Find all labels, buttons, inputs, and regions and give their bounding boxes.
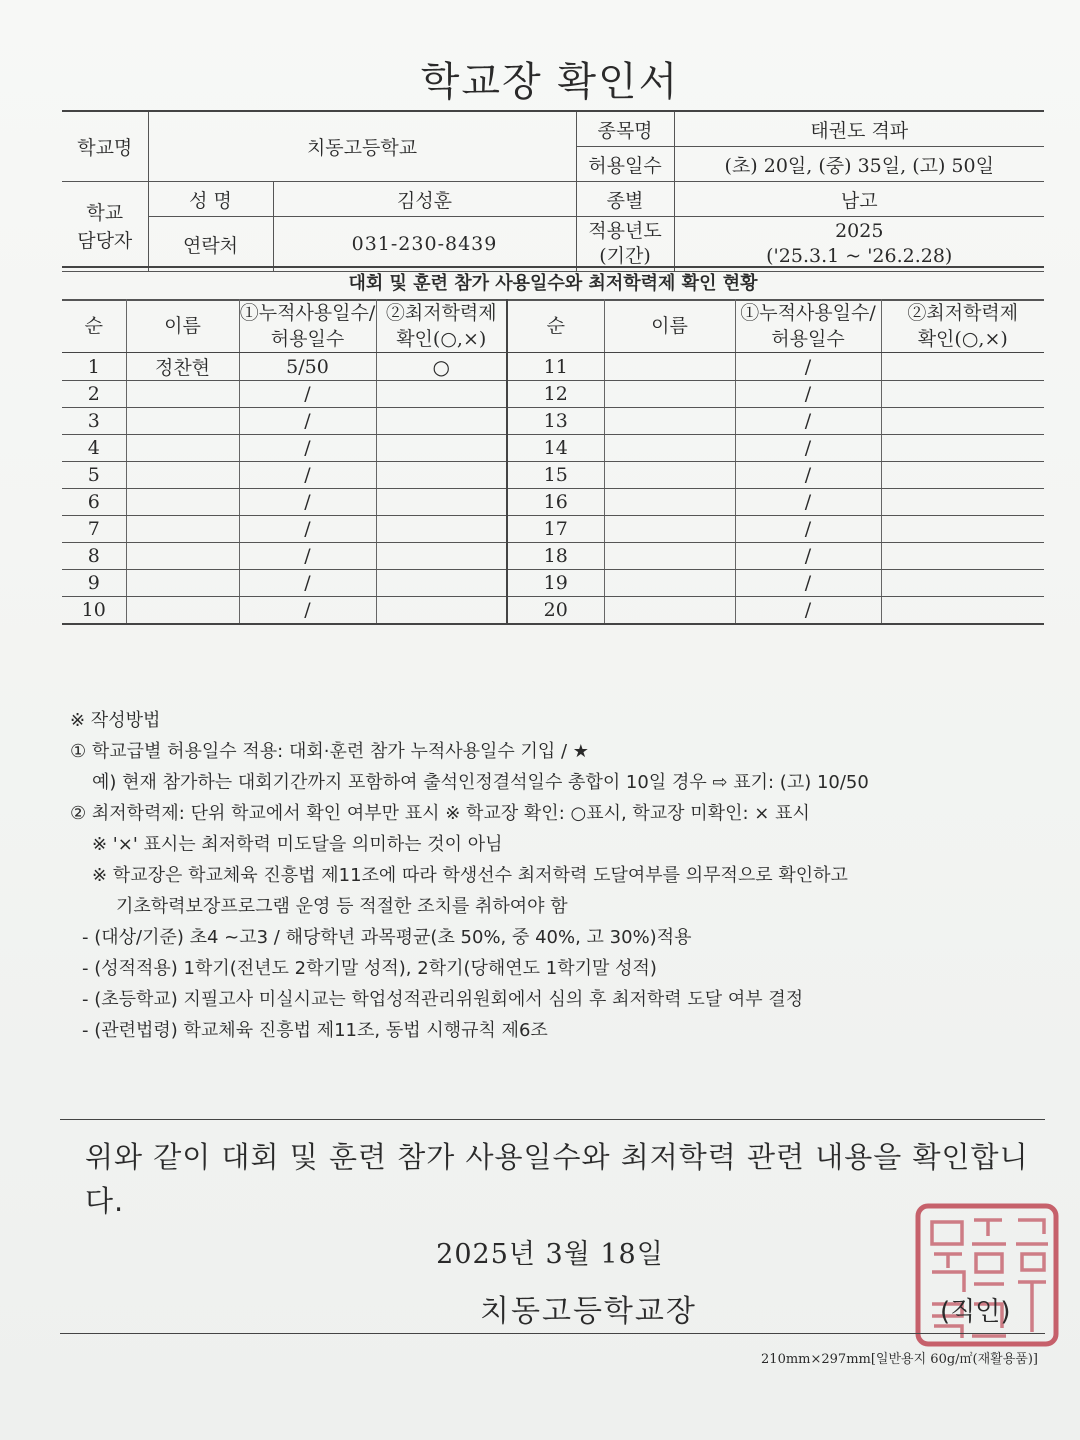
right-no-cell: 14: [507, 435, 604, 462]
name-value: 김성훈: [273, 182, 576, 217]
right-check-cell: [881, 381, 1044, 408]
right-days-cell: /: [735, 462, 881, 489]
left-name-cell: [126, 381, 239, 408]
instruction-line: - (대상/기준) 초4 ~고3 / 해당학년 과목평균(초 50%, 중 40%, 고 30%)적용: [82, 927, 692, 948]
right-no-cell: 13: [507, 408, 604, 435]
right-name-cell: [604, 381, 735, 408]
right-name-cell: [604, 543, 735, 570]
col-days-header: ①누적사용일수/ 허용일수: [239, 300, 376, 353]
right-days-cell: /: [735, 489, 881, 516]
confirm-date: 2025년 3월 18일: [436, 1239, 664, 1270]
instruction-line: ① 학교급별 허용일수 적용: 대회·훈련 참가 누적사용일수 기입 / ★: [70, 741, 589, 762]
left-check-cell: [376, 381, 507, 408]
left-name-cell: [126, 489, 239, 516]
right-check-cell: [881, 489, 1044, 516]
left-no-cell: 6: [62, 489, 126, 516]
table-row: [62, 435, 1044, 462]
seal-label: (직인): [940, 1297, 1011, 1327]
table-row: [62, 408, 1044, 435]
left-no-cell: 4: [62, 435, 126, 462]
left-no-cell: 1: [62, 353, 126, 381]
right-days-cell: /: [735, 353, 881, 381]
left-name-cell: [126, 597, 239, 625]
table-row: [62, 489, 1044, 516]
right-days-cell: /: [735, 543, 881, 570]
left-name-cell: [126, 570, 239, 597]
right-no-cell: 11: [507, 353, 604, 381]
col-name-header-right: 이름: [604, 300, 735, 353]
paper-spec: 210mm×297mm[일반용지 60g/㎡(재활용품)]: [761, 1352, 1038, 1367]
right-days-cell: /: [735, 597, 881, 625]
year-value: 2025: [835, 220, 884, 242]
left-check-cell: [376, 489, 507, 516]
left-no-cell: 10: [62, 597, 126, 625]
right-check-cell: [881, 435, 1044, 462]
instruction-line: - (성적적용) 1학기(전년도 2학기말 성적), 2학기(당해연도 1학기말 성적): [82, 958, 657, 979]
instruction-line: - (관련법령) 학교체육 진흥법 제11조, 동법 시행규칙 제6조: [82, 1020, 548, 1041]
left-days-cell: /: [239, 381, 376, 408]
left-days-cell: /: [239, 570, 376, 597]
divider-bottom: [60, 1333, 1045, 1334]
right-name-cell: [604, 489, 735, 516]
instruction-line: ※ 학교장은 학교체육 진흥법 제11조에 따라 학생선수 최저학력 도달여부를 의무적으로 확인하고: [92, 865, 848, 886]
right-days-cell: /: [735, 570, 881, 597]
table-row: [62, 543, 1044, 570]
right-no-cell: 16: [507, 489, 604, 516]
left-days-cell: 5/50: [239, 353, 376, 381]
right-name-cell: [604, 597, 735, 625]
right-days-cell: /: [735, 381, 881, 408]
right-name-cell: [604, 408, 735, 435]
col-no-header-right: 순: [507, 300, 604, 353]
left-check-cell: [376, 597, 507, 625]
principal-name: 치동고등학교장: [480, 1294, 697, 1329]
right-days-cell: /: [735, 516, 881, 543]
right-check-cell: [881, 570, 1044, 597]
left-days-cell: /: [239, 489, 376, 516]
year-cell: [674, 217, 1044, 272]
info-table: [62, 110, 1044, 272]
left-no-cell: 5: [62, 462, 126, 489]
left-check-cell: ○: [376, 353, 507, 381]
event-label: 종목명: [576, 111, 674, 147]
left-days-cell: /: [239, 516, 376, 543]
gender-value: 남고: [674, 182, 1044, 217]
left-no-cell: 8: [62, 543, 126, 570]
col-name-header: 이름: [126, 300, 239, 353]
instruction-line: - (초등학교) 지필고사 미실시교는 학업성적관리위원회에서 심의 후 최저학력 도달 여부 결정: [82, 989, 804, 1010]
left-name-cell: 정찬현: [126, 353, 239, 381]
left-name-cell: [126, 543, 239, 570]
left-no-cell: 3: [62, 408, 126, 435]
left-name-cell: [126, 435, 239, 462]
table-row: [62, 381, 1044, 408]
right-check-cell: [881, 462, 1044, 489]
left-days-cell: /: [239, 408, 376, 435]
right-no-cell: 19: [507, 570, 604, 597]
contact-value: 031-230-8439: [273, 217, 576, 272]
instruction-line: ※ '×' 표시는 최저학력 미도달을 의미하는 것이 아님: [92, 834, 503, 855]
status-title: 대회 및 훈련 참가 사용일수와 최저학력제 확인 현황: [62, 266, 1044, 301]
period-value: ('25.3.1 ~ '26.2.28): [766, 245, 953, 267]
table-row: [62, 597, 1044, 625]
right-days-cell: /: [735, 408, 881, 435]
staff-label: 학교 담당자: [62, 182, 148, 272]
col-no-header: 순: [62, 300, 126, 353]
col-check-header: ②최저학력제 확인(○,×): [376, 300, 507, 353]
school-label: 학교명: [62, 111, 148, 182]
right-no-cell: 18: [507, 543, 604, 570]
left-days-cell: /: [239, 543, 376, 570]
right-name-cell: [604, 462, 735, 489]
col-days-header-right: ①누적사용일수/ 허용일수: [735, 300, 881, 353]
right-name-cell: [604, 570, 735, 597]
left-check-cell: [376, 408, 507, 435]
allowed-days-label: 허용일수: [576, 147, 674, 182]
writing-instructions: [70, 705, 1060, 1046]
divider-top: [60, 1119, 1045, 1120]
right-no-cell: 15: [507, 462, 604, 489]
year-label: 적용년도 (기간): [576, 217, 674, 272]
instruction-line: ② 최저학력제: 단위 학교에서 확인 여부만 표시 ※ 학교장 확인: ○표시, 학교장 미확인: × 표시: [70, 803, 810, 824]
right-check-cell: [881, 597, 1044, 625]
instruction-line: 예) 현재 참가하는 대회기간까지 포함하여 출석인정결석일수 총합이 10일 경우 ⇨ 표기: (고) 10/50: [92, 772, 869, 793]
left-check-cell: [376, 570, 507, 597]
event-value: 태권도 격파: [674, 111, 1044, 147]
instruction-line: 기초학력보장프로그램 운영 등 적절한 조치를 취하여야 함: [116, 896, 568, 917]
left-days-cell: /: [239, 597, 376, 625]
status-table: [62, 299, 1044, 625]
right-name-cell: [604, 353, 735, 381]
left-no-cell: 7: [62, 516, 126, 543]
left-check-cell: [376, 543, 507, 570]
name-label: 성 명: [148, 182, 273, 217]
left-no-cell: 9: [62, 570, 126, 597]
contact-label: 연락처: [148, 217, 273, 272]
document-title: 학교장 확인서: [420, 59, 680, 105]
right-days-cell: /: [735, 435, 881, 462]
right-name-cell: [604, 435, 735, 462]
gender-label: 종별: [576, 182, 674, 217]
instruction-line: ※ 작성방법: [70, 710, 161, 731]
right-check-cell: [881, 543, 1044, 570]
left-no-cell: 2: [62, 381, 126, 408]
left-days-cell: /: [239, 435, 376, 462]
left-name-cell: [126, 408, 239, 435]
left-days-cell: /: [239, 462, 376, 489]
table-row: [62, 462, 1044, 489]
table-row: [62, 353, 1044, 381]
right-no-cell: 17: [507, 516, 604, 543]
left-check-cell: [376, 462, 507, 489]
school-name: 치동고등학교: [148, 111, 576, 182]
right-check-cell: [881, 408, 1044, 435]
right-no-cell: 12: [507, 381, 604, 408]
right-check-cell: [881, 353, 1044, 381]
left-check-cell: [376, 435, 507, 462]
allowed-days-value: (초) 20일, (중) 35일, (고) 50일: [674, 147, 1044, 182]
table-row: [62, 570, 1044, 597]
col-check-header-right: ②최저학력제 확인(○,×): [881, 300, 1044, 353]
left-name-cell: [126, 462, 239, 489]
table-row: [62, 516, 1044, 543]
right-check-cell: [881, 516, 1044, 543]
left-name-cell: [126, 516, 239, 543]
confirm-statement: 위와 같이 대회 및 훈련 참가 사용일수와 최저학력 관련 내용을 확인합니다.: [85, 1140, 1029, 1218]
left-check-cell: [376, 516, 507, 543]
right-name-cell: [604, 516, 735, 543]
right-no-cell: 20: [507, 597, 604, 625]
